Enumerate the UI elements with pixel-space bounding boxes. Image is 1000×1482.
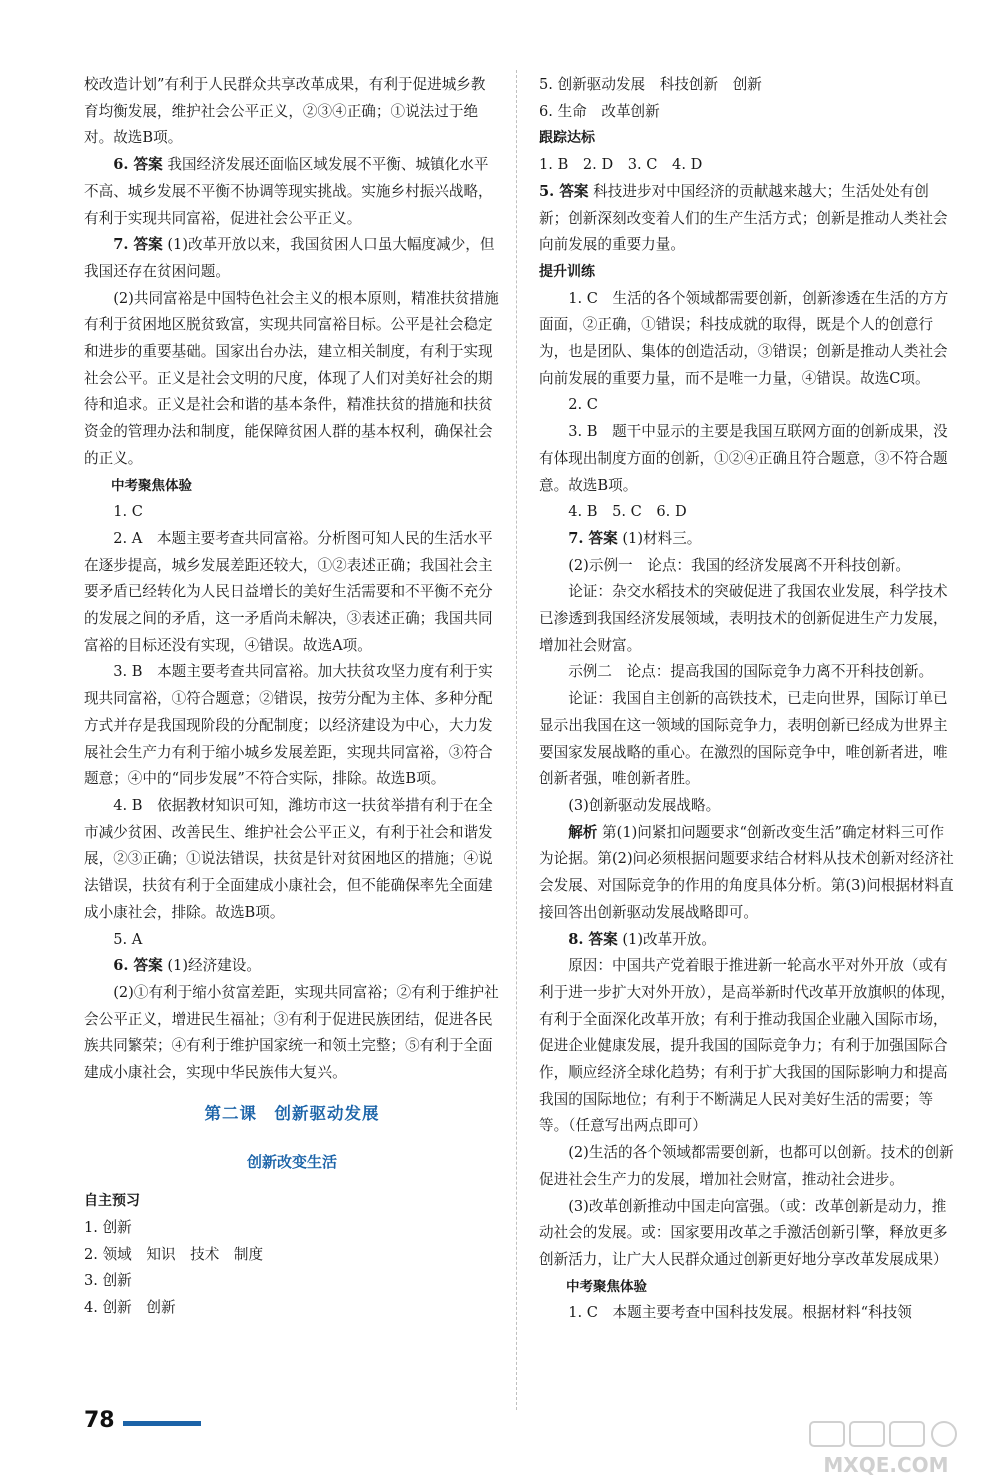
zhongkao-item-1: 1. C 本题主要考查中国科技发展。根据材料“科技领 [568, 1304, 912, 1322]
lesson-title: 第二课 创新驱动发展 [204, 1103, 380, 1123]
heading-zhongkao: 中考聚焦体验 [111, 477, 192, 494]
train-8-part-4: (3)改革创新推动中国走向富强。（或：改革创新是动力，推动社会的发展。或：国家要用改革之手激活创新引擎，释放更多创新活力，让广大人民群众通过创新更好地分享改革发展成果） [539, 1197, 948, 1268]
item-6-part-2: (2)①有利于缩小贫富差距，实现共同富裕；②有利于维护社会公平正义，增进民生福祉；③有利于促进民族团结，促进各民族共同繁荣；④有利于维护国家统一和领土完整；⑤有利于全面建成小康社会，实现中华民族伟大复兴。 [84, 983, 499, 1082]
watermark-text: MXQE.COM [823, 1453, 949, 1477]
train-7-part-6: (3)创新驱动发展战略。 [568, 796, 721, 814]
train-3: 3. B 题干中显示的主要是我国互联网方面的创新成果，没有体现出制度方面的创新，①②④正确且符合题意，③不符合题意。故选B项。 [539, 423, 948, 494]
train-8-part-3: (2)生活的各个领域都需要创新，也都可以创新。技术的创新促进社会生产力的发展，增加社会财富，推动社会进步。 [539, 1144, 954, 1188]
preview-1: 1. 创新 [84, 1218, 132, 1236]
train-2: 2. C [568, 396, 598, 414]
heading-genzong: 跟踪达标 [539, 130, 595, 147]
preview-4: 4. 创新 创新 [84, 1298, 176, 1316]
answer-text: (1)改革开放以来，我国贫困人口虽大幅度减少，但我国还存在贫困问题。 [84, 236, 495, 280]
answer-text: (1)改革开放。 [622, 930, 716, 948]
page-number-bar [123, 1421, 201, 1426]
heading-zizhu: 自主预习 [84, 1193, 140, 1210]
heading-zhongkao-right: 中考聚焦体验 [566, 1278, 647, 1295]
left-column [84, 72, 500, 1322]
item-4: 4. B 依据教材知识可知，潍坊市这一扶贫举措有利于在全市减少贫困、改善民生、维护社会公平正义，有利于社会和谐发展，②③正确；①说法错误，扶贫是针对贫困地区的措施；④说法错误，扶贫有利于全面建成小康社会，但不能确保率先全面建成小康社会，排除。故选B项。 [84, 796, 493, 921]
answer-label: 7. 答案 [568, 529, 618, 547]
answer-label: 7. 答案 [113, 236, 163, 254]
answer-text: (1)材料三。 [622, 529, 702, 547]
train-7-part-5: 论证：我国自主创新的高铁技术，已走向世界，国际订单已显示出我国在这一领域的国际竞争力，表明创新已经成为世界主要国家发展战略的重心。在激烈的国际竞争中，唯创新者进，唯创新者强，唯创新者胜。 [539, 690, 948, 788]
section-title: 创新改变生活 [246, 1153, 337, 1172]
answer-7 [84, 232, 500, 285]
train-7-part-2: (2)示例一 论点：我国的经济发展离不开科技创新。 [568, 556, 910, 574]
answer-text: 我国经济发展还面临区域发展不平衡、城镇化水平不高、城乡发展不平衡不协调等现实挑战。实施乡村振兴战略，有利于实现共同富裕，促进社会公平正义。 [84, 156, 493, 227]
column-divider [516, 70, 517, 1410]
answer-label: 8. 答案 [568, 930, 618, 948]
train-1: 1. C 生活的各个领域都需要创新，创新渗透在生活的方方面面，②正确，①错误；科技成就的取得，既是个人的创意行为，也是团队、集体的创造活动，③错误；创新是推动人类社会向前发展的重要力量，而不是唯一力量，④错误。故选C项。 [539, 289, 949, 387]
heading-tisheng: 提升训练 [539, 263, 595, 280]
train-7-part-3: 论证：杂交水稻技术的突破促进了我国农业发展，科学技术已渗透到我国经济发展领域，表明技术的创新促进生产力发展，增加社会财富。 [539, 583, 948, 654]
answer-6 [84, 152, 500, 232]
item-5: 5. A [113, 930, 143, 948]
analysis [539, 820, 955, 927]
train-8-part-2: 原因：中国共产党着眼于推进新一轮高水平对外开放（或有利于进一步扩大对外开放），是高举新时代改革开放旗帜的体现，有利于全面深化改革开放；有利于推动我国企业融入国际市场，促进企业健康发展，提升我国的国际竞争力；有利于加强国际合作，顺应经济全球化趋势；有利于扩大我国的国际影响力和提高我国的国际地位；有利于不断满足人民对美好生活的需要；等等。（任意写出两点即可） [539, 957, 955, 1135]
preview-6: 6. 生命 改革创新 [539, 102, 660, 120]
preview-3: 3. 创新 [84, 1272, 132, 1290]
answer-label: 6. 答案 [113, 957, 163, 975]
answer-text: (1)经济建设。 [167, 957, 261, 975]
analysis-label: 解析 [568, 823, 598, 841]
track-5 [539, 179, 955, 259]
analysis-text: 第(1)问紧扣问题要求“创新改变生活”确定材料三可作为论据。第(2)问必须根据问题要求结合材料从技术创新对经济社会发展、对国际竞争的作用的角度具体分析。第(3)问根据材料直接回答出创新驱动发展战略即可。 [539, 823, 954, 921]
right-column [539, 72, 955, 1327]
train-7 [539, 526, 955, 553]
train-7-part-4: 示例二 论点：提高我国的国际竞争力离不开科技创新。 [568, 663, 934, 681]
train-4-6: 4. B 5. C 6. D [568, 503, 687, 521]
item-2: 2. A 本题主要考查共同富裕。分析图可知人民的生活水平在逐步提高，城乡发展差距还较大，①②表述正确；我国社会主要矛盾已经转化为人民日益增长的美好生活需要和不平衡不充分的发展之间的矛盾，这一矛盾尚未解决，③表述正确；我国共同富裕的目标还没有实现，④错误。故选A项。 [84, 529, 493, 654]
train-8 [539, 927, 955, 954]
answer-text: 科技进步对中国经济的贡献越来越大；生活处处有创新；创新深刻改变着人们的生产生活方式；创新是推动人类社会向前发展的重要力量。 [539, 182, 948, 254]
answer-7-part-2: (2)共同富裕是中国特色社会主义的根本原则，精准扶贫措施有利于贫困地区脱贫致富，实现共同富裕目标。公平是社会稳定和进步的重要基础。国家出台办法，建立相关制度，有利于实现社会公平。正义是社会文明的尺度，体现了人们对美好社会的期待和追求。正义是社会和谐的基本条件，精准扶贫的措施和扶贫资金的管理办法和制度，能保障贫困人群的基本权利，确保社会的正义。 [84, 289, 499, 467]
watermark-logo [806, 1418, 966, 1480]
item-6 [84, 953, 500, 980]
answer-label: 6. 答案 [113, 156, 163, 174]
preview-2: 2. 领域 知识 技术 制度 [84, 1245, 264, 1263]
preview-5: 5. 创新驱动发展 科技创新 创新 [539, 76, 762, 93]
track-1-4: 1. B 2. D 3. C 4. D [539, 156, 703, 174]
paragraph-continued: 校改造计划”有利于人民群众共享改革成果，有利于促进城乡教育均衡发展，维护社会公平正义，②③④正确；①说法过于绝对。故选B项。 [84, 76, 486, 147]
item-3: 3. B 本题主要考查共同富裕。加大扶贫攻坚力度有利于实现共同富裕，①符合题意；②错误，按劳分配为主体、多种分配方式并存是我国现阶段的分配制度；以经济建设为中心，大力发展社会生产力有利于缩小城乡发展差距，实现共同富裕，③符合题意；④中的“同步发展”不符合实际，排除。故选B项。 [84, 663, 493, 788]
item-1: 1. C [113, 503, 143, 521]
page-number: 78 [84, 1408, 115, 1433]
answer-label: 5. 答案 [539, 182, 589, 200]
